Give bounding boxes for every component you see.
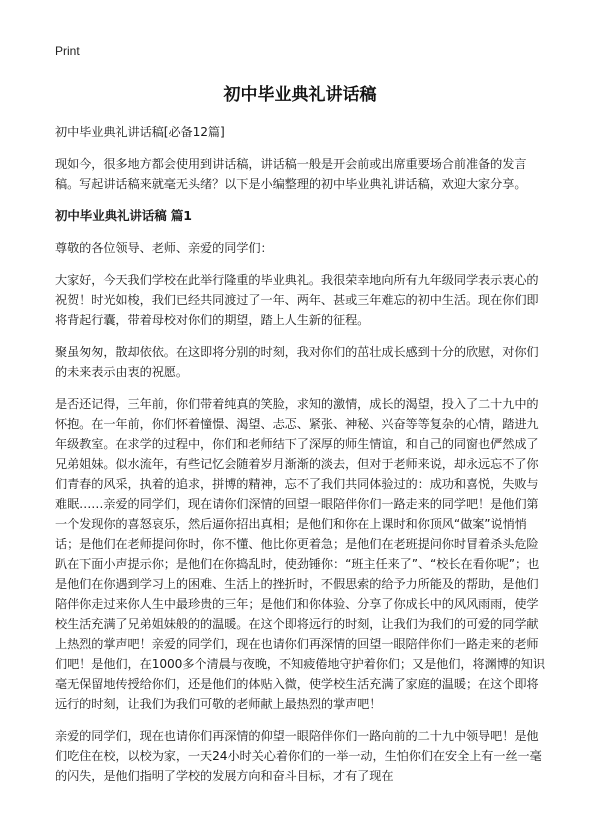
body-paragraph: 大家好，今天我们学校在此举行隆重的毕业典礼。我很荣幸地向所有九年级同学表示衷心的祝贺！时光如梭，我们已经共同渡过了一年、两年、甚或三年难忘的初中生活。现在你们即将背起行囊，带着母校对你们的期望，踏上人生新的征程。	[55, 273, 539, 327]
body-paragraph: 是否还记得，三年前，你们带着纯真的笑脸，求知的激情，成长的渴望，投入了二十九中的怀抱。在一年前，你们怀着憧憬、渴望、忐忑、紧张、神秘、兴奋等等复杂的心情，踏进九年级教室。在求学的过程中，你们和老师结下了深厚的师生情谊，和自己的同窗也俨然成了兄弟姐妹。似水流年，有些记忆会随着岁月渐渐的淡去，但对于老师来说，却永远忘不了你们青春的风采，执着的追求，拼博的精神，忘不了我们共同体验过的：成功和喜悦，失败与难眠……亲爱的同学们，现在请你们深情的回望一眼陪伴你们一路走来的同学吧！是他们第一个发现你的喜怒哀乐，然后逼你招出真相；是他们和你在上课时和你顶风“做案”说悄悄话；是他们在老师提问你时，你不懂、他比你更着急；是他们在老班提问你时冒着杀头危险趴在下面小声提示你；是他们在你捣乱时，使劲锤你：“班主任来了”、“校长在看你呢”；也是他们在你遇到学习上的困难、生活上的挫折时，不假思索的给予力所能及的帮助，是他们陪伴你走过来你人生中最珍贵的三年；是他们和你体验、分享了你成长中的风风雨雨，使学校生活充满了兄弟姐妹般的的温暖。在这个即将远行的时刻，让我们为我们的可爱的同学献上热烈的掌声吧！亲爱的同学们，现在也请你们再深情的回望一眼陪伴你们一路走来的老师们吧！是他们，在1000多个清晨与夜晚，不知疲倦地守护着你们；又是他们，将渊博的知识毫无保留地传授给你们，还是他们的体贴入微，使学校生活充满了家庭的温暖；在这个即将远行的时刻，让我们为我们可敬的老师献上最热烈的掌声吧！	[55, 397, 545, 711]
section-heading: 初中毕业典礼讲话稿 篇1	[55, 208, 192, 223]
document-body	[55, 122, 547, 798]
document-subtitle: 初中毕业典礼讲话稿[必备12篇]	[55, 125, 225, 139]
intro-paragraph: 现如今，很多地方都会使用到讲话稿，讲话稿一般是开会前或出席重要场合前准备的发言稿。写起讲话稿来就毫无头绪？以下是小编整理的初中毕业典礼讲话稿，欢迎大家分享。	[55, 157, 527, 191]
body-paragraph: 聚虽匆匆，散却依依。在这即将分别的时刻，我对你们的茁壮成长感到十分的欣慰，对你们的未来表示由衷的祝愿。	[55, 345, 539, 379]
print-link[interactable]: Print	[55, 44, 80, 58]
body-paragraph: 亲爱的同学们，现在也请你们再深情的仰望一眼陪伴你们一路向前的二十九中领导吧！是他们吃住在校，以校为家，一天24小时关心着你们的一举一动，生怕你们在安全上有一丝一毫的闪失，是他们指明了学校的发展方向和奋斗目标，才有了现在	[55, 729, 542, 783]
salutation-paragraph: 尊敬的各位领导、老师、亲爱的同学们：	[55, 241, 273, 255]
document-title: 初中毕业典礼讲话稿	[223, 85, 377, 105]
